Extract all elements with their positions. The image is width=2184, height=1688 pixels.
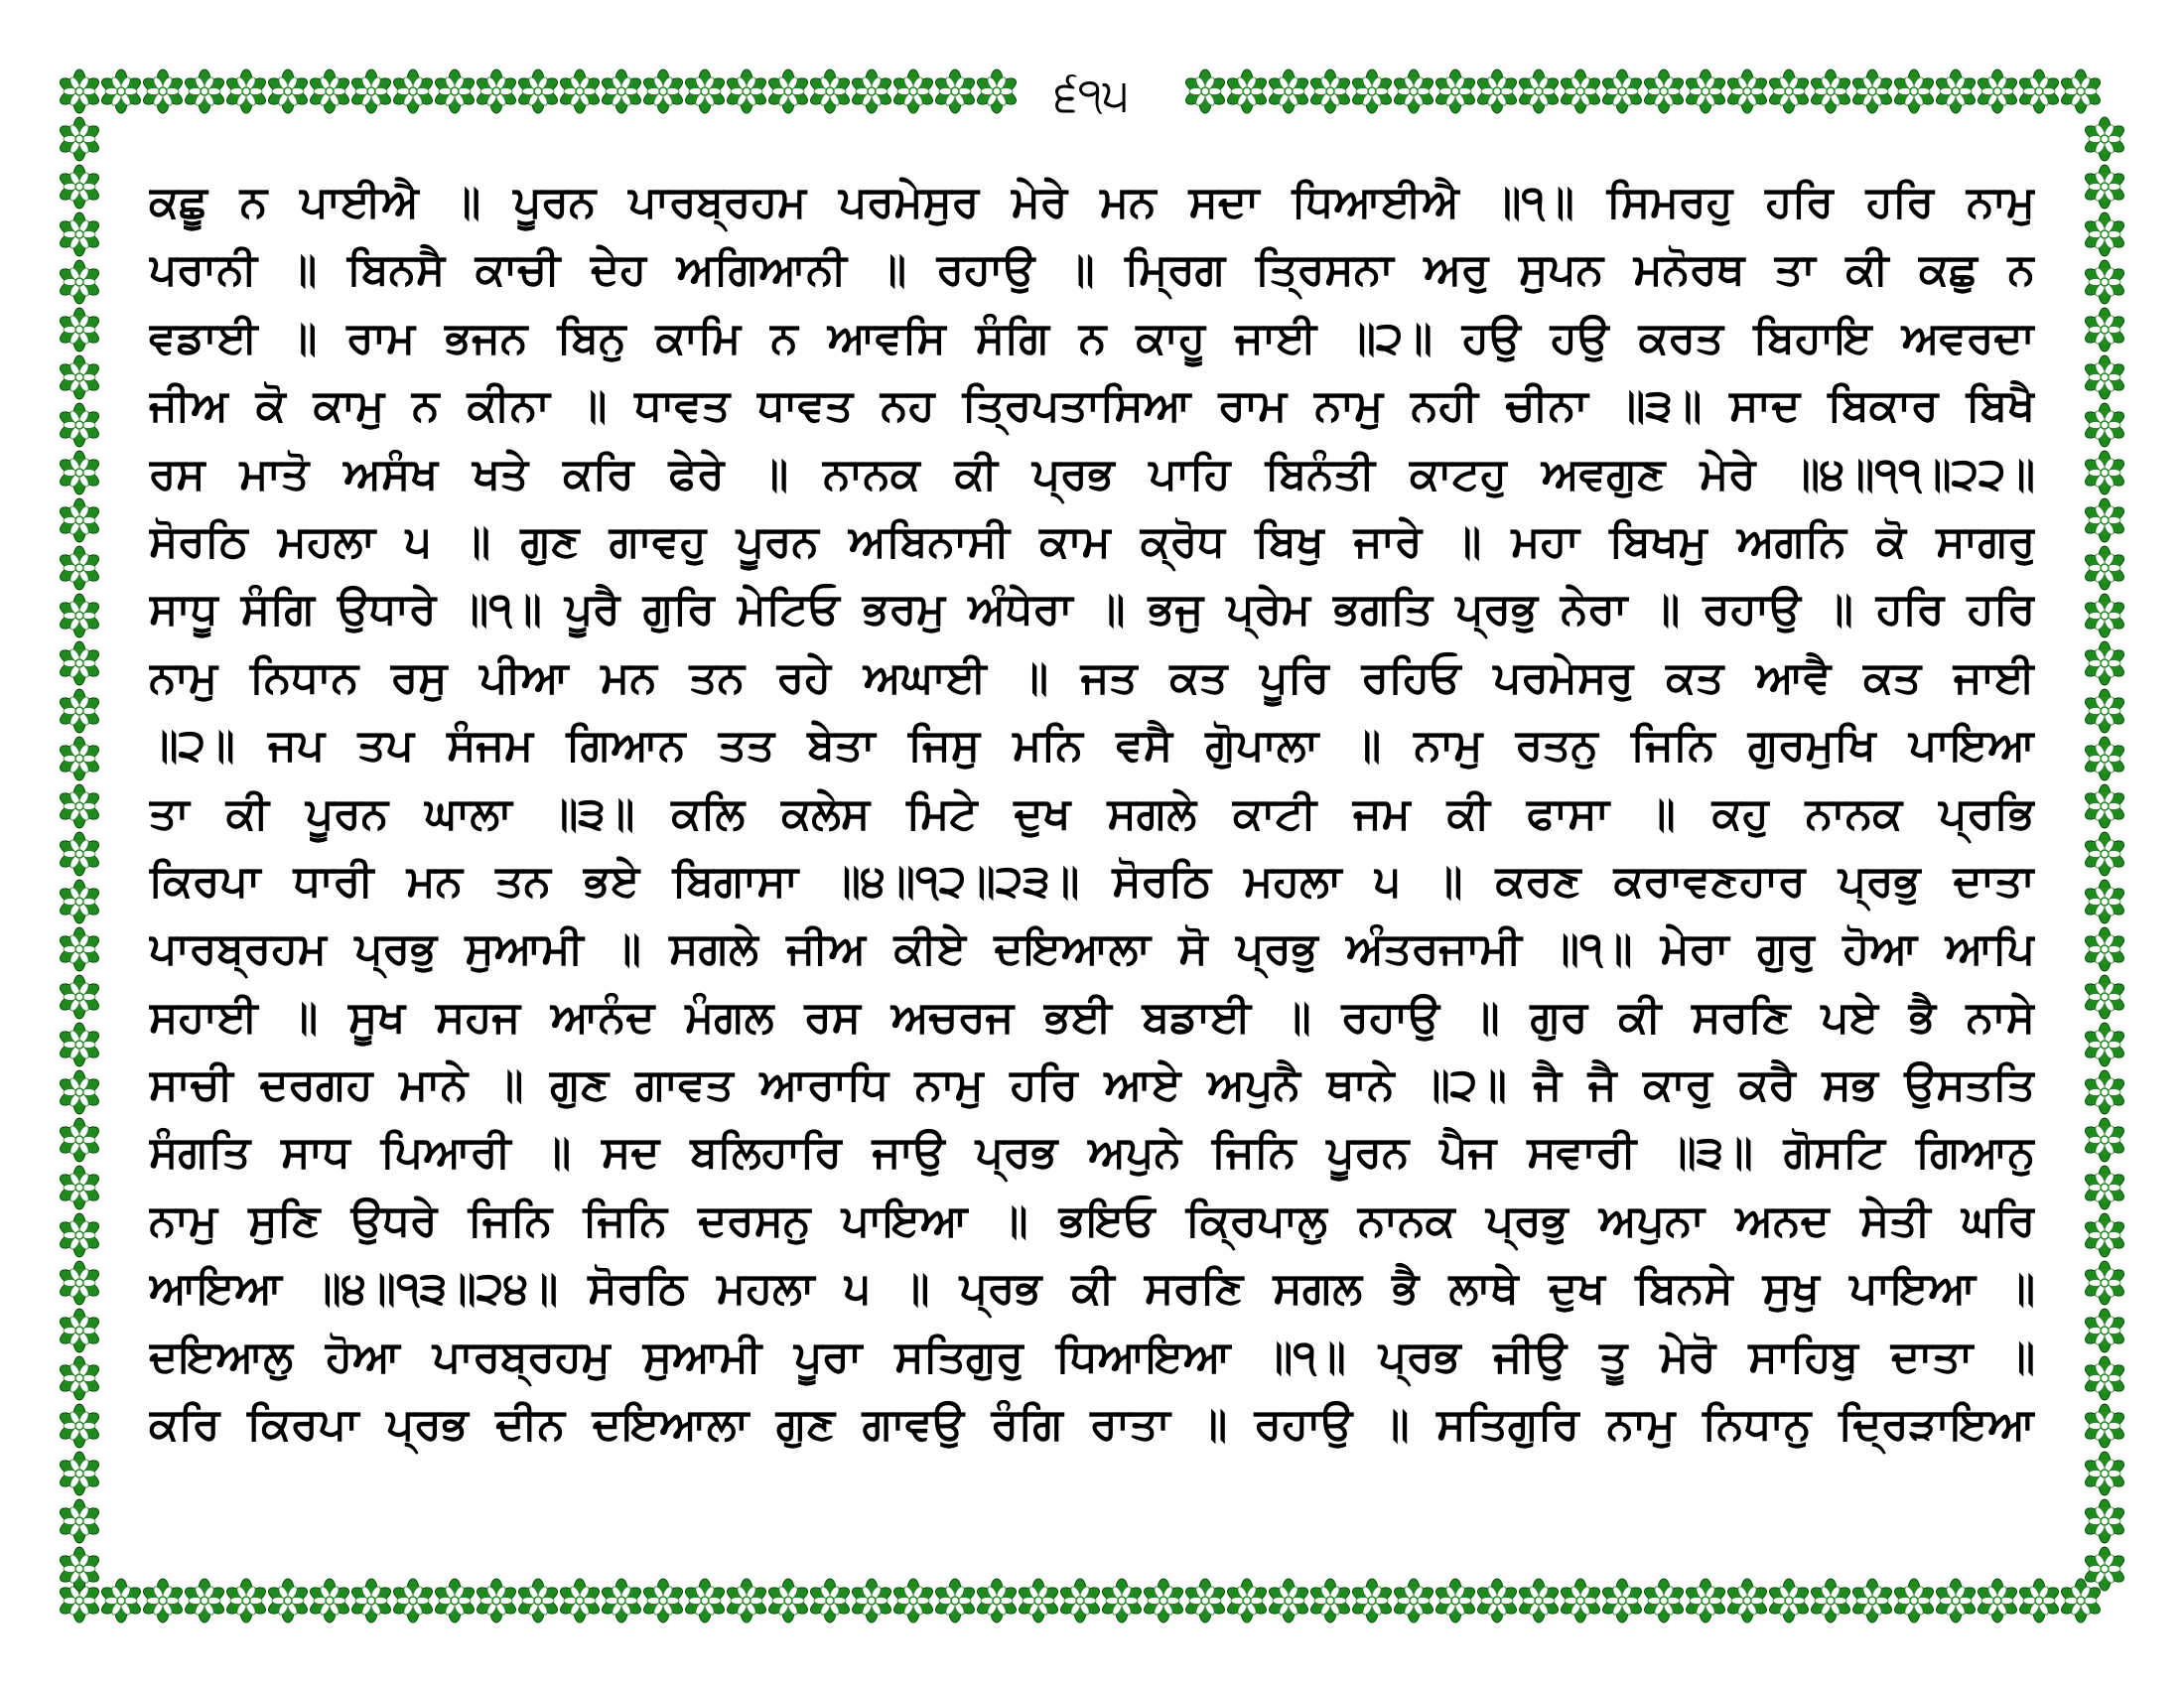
flower-ornament-icon [141, 1579, 185, 1622]
flower-ornament-icon [58, 784, 101, 828]
text-line: ਰਸ ਮਾਤੋ ਅਸੰਖ ਖਤੇ ਕਰਿ ਫੇਰੇ ॥ ਨਾਨਕ ਕੀ ਪ੍ਰਭ ਪਾਹਿ ਬਿਨੰਤੀ ਕਾਟਹੁ ਅਵਗੁਣ ਮੇਰੇ ॥੪॥੧੧॥੨੨॥ [149, 448, 2035, 499]
flower-ornament-icon [475, 1579, 518, 1622]
flower-ornament-icon [58, 212, 101, 256]
flower-ornament-icon [725, 70, 768, 113]
flower-ornament-icon [683, 70, 727, 113]
flower-ornament-icon [1850, 70, 1894, 113]
flower-ornament-icon [391, 1579, 435, 1622]
flower-ornament-icon [349, 1579, 393, 1622]
flower-ornament-icon [2083, 1499, 2126, 1543]
flower-ornament-icon [1183, 70, 1227, 113]
flower-ornament-icon [808, 70, 852, 113]
flower-ornament-icon [2083, 1547, 2126, 1591]
text-line: ਸੋਰਠਿ ਮਹਲਾ ੫ ॥ ਗੁਣ ਗਾਵਹੁ ਪੂਰਨ ਅਬਿਨਾਸੀ ਕਾਮ ਕ੍ਰੋਧ ਬਿਖੁ ਜਾਰੇ ॥ ਮਹਾ ਬਿਖਮੁ ਅਗਨਿ ਕੋ ਸਾਗਰੁ [149, 515, 2035, 567]
flower-ornament-icon [58, 451, 101, 494]
flower-ornament-icon [2083, 689, 2126, 733]
flower-ornament-icon [1684, 1579, 1727, 1622]
flower-ornament-icon [183, 1579, 226, 1622]
flower-ornament-icon [433, 1579, 477, 1622]
text-line: ਸੰਗਤਿ ਸਾਧ ਪਿਆਰੀ ॥ ਸਦ ਬਲਿਹਾਰਿ ਜਾਉ ਪ੍ਰਭ ਅਪੁਨੇ ਜਿਨਿ ਪੂਰਨ ਪੈਜ ਸਵਾਰੀ ॥੩॥ ਗੋਸਟਿ ਗਿਆਨੁ [149, 1127, 2035, 1179]
text-line: ਆਇਆ ॥੪॥੧੩॥੨੪॥ ਸੋਰਠਿ ਮਹਲਾ ੫ ॥ ਪ੍ਰਭ ਕੀ ਸਰਣਿ ਸਗਲ ਭੈ ਲਾਥੇ ਦੁਖ ਬਿਨਸੇ ਸੁਖੁ ਪਾਇਆ ॥ [149, 1263, 2035, 1315]
flower-ornament-icon [1142, 1579, 1185, 1622]
flower-ornament-icon [1559, 1579, 1602, 1622]
flower-ornament-icon [1350, 1579, 1394, 1622]
flower-ornament-icon [2083, 546, 2126, 590]
flower-ornament-icon [2083, 1166, 2126, 1209]
flower-ornament-icon [58, 975, 101, 1019]
flower-ornament-icon [1892, 70, 1936, 113]
flower-ornament-icon [2083, 927, 2126, 971]
page-number: ੬੧੫ [1032, 60, 1152, 129]
flower-ornament-icon [1392, 70, 1435, 113]
flower-ornament-icon [224, 70, 268, 113]
text-line: ॥੨॥ ਜਪ ਤਪ ਸੰਜਮ ਗਿਆਨ ਤਤ ਬੇਤਾ ਜਿਸੁ ਮਨਿ ਵਸੈ ਗੋੁਪਾਲਾ ॥ ਨਾਮੁ ਰਤਨੁ ਜਿਨਿ ਗੁਰਮੁਖਿ ਪਾਇਆ [149, 720, 2035, 772]
flower-ornament-icon [266, 70, 310, 113]
flower-ornament-icon [1308, 1579, 1352, 1622]
flower-ornament-icon [850, 70, 893, 113]
flower-ornament-icon [1559, 70, 1602, 113]
flower-ornament-icon [1767, 70, 1811, 113]
flower-ornament-icon [2083, 117, 2126, 161]
flower-ornament-icon [725, 1579, 768, 1622]
flower-ornament-icon [1642, 70, 1686, 113]
text-line: ਪਰਾਨੀ ॥ ਬਿਨਸੈ ਕਾਚੀ ਦੇਹ ਅਗਿਆਨੀ ॥ ਰਹਾਉ ॥ ਮ੍ਰਿਗ ਤ੍ਰਿਸਨਾ ਅਰੁ ਸੁਪਨ ਮਨੋਰਥ ਤਾ ਕੀ ਕਛੁ ਨ [149, 244, 2035, 296]
flower-ornament-icon [1350, 70, 1394, 113]
flower-ornament-icon [58, 117, 101, 161]
flower-ornament-icon [933, 1579, 977, 1622]
flower-ornament-icon [558, 1579, 602, 1622]
flower-ornament-icon [58, 1213, 101, 1257]
flower-ornament-icon [224, 1579, 268, 1622]
flower-ornament-icon [1017, 1579, 1060, 1622]
flower-ornament-icon [2083, 1356, 2126, 1400]
flower-ornament-icon [58, 260, 101, 304]
flower-ornament-icon [58, 1166, 101, 1209]
flower-ornament-icon [1475, 70, 1519, 113]
flower-ornament-icon [1809, 70, 1852, 113]
flower-ornament-icon [808, 1579, 852, 1622]
flower-ornament-icon [891, 70, 935, 113]
text-line: ਨਾਮੁ ਨਿਧਾਨ ਰਸੁ ਪੀਆ ਮਨ ਤਨ ਰਹੇ ਅਘਾਈ ॥ ਜਤ ਕਤ ਪੂਰਿ ਰਹਿਓ ਪਰਮੇਸਰੁ ਕਤ ਆਵੈ ਕਤ ਜਾਈ [149, 651, 2035, 703]
flower-ornament-icon [1725, 1579, 1769, 1622]
flower-ornament-icon [1600, 70, 1644, 113]
flower-ornament-icon [58, 1261, 101, 1305]
flower-ornament-icon [2083, 594, 2126, 637]
flower-ornament-icon [1976, 70, 2019, 113]
flower-ornament-icon [475, 70, 518, 113]
flower-ornament-icon [1225, 1579, 1269, 1622]
flower-ornament-icon [1267, 1579, 1310, 1622]
flower-ornament-icon [58, 880, 101, 923]
flower-ornament-icon [1517, 1579, 1561, 1622]
flower-ornament-icon [58, 927, 101, 971]
flower-ornament-icon [58, 689, 101, 733]
flower-ornament-icon [2083, 308, 2126, 352]
text-line: ਪਾਰਬ੍ਰਹਮ ਪ੍ਰਭੁ ਸੁਆਮੀ ॥ ਸਗਲੇ ਜੀਅ ਕੀਏ ਦਇਆਲਾ ਸੋ ਪ੍ਰਭੁ ਅੰਤਰਜਾਮੀ ॥੧॥ ਮੇਰਾ ਗੁਰੁ ਹੋਆ ਆਪਿ [149, 923, 2035, 975]
flower-ornament-icon [2083, 975, 2126, 1019]
flower-ornament-icon [58, 1070, 101, 1114]
flower-ornament-icon [58, 737, 101, 780]
flower-ornament-icon [1892, 1579, 1936, 1622]
flower-ornament-icon [1809, 1579, 1852, 1622]
text-line: ਸਾਚੀ ਦਰਗਹ ਮਾਨੇ ॥ ਗੁਣ ਗਾਵਤ ਆਰਾਧਿ ਨਾਮੁ ਹਰਿ ਆਏ ਅਪੁਨੈ ਥਾਨੇ ॥੨॥ ਜੈ ਜੈ ਕਾਰੁ ਕਰੈ ਸਭ ਉਸਤਤਿ [149, 1059, 2035, 1111]
flower-ornament-icon [99, 1579, 143, 1622]
flower-ornament-icon [58, 1452, 101, 1495]
flower-ornament-icon [1100, 1579, 1144, 1622]
flower-ornament-icon [641, 70, 685, 113]
flower-ornament-icon [58, 1547, 101, 1591]
flower-ornament-icon [516, 70, 560, 113]
flower-ornament-icon [2083, 1452, 2126, 1495]
text-line: ਦਇਆਲੁ ਹੋਆ ਪਾਰਬ੍ਰਹਮੁ ਸੁਆਮੀ ਪੂਰਾ ਸਤਿਗੁਰੁ ਧਿਆਇਆ ॥੧॥ ਪ੍ਰਭ ਜੀਉ ਤੂ ਮੇਰੋ ਸਾਹਿਬੁ ਦਾਤਾ ॥ [149, 1331, 2035, 1382]
flower-ornament-icon [58, 641, 101, 685]
flower-ornament-icon [1392, 1579, 1435, 1622]
flower-ornament-icon [1934, 70, 1978, 113]
flower-ornament-icon [1433, 70, 1477, 113]
flower-ornament-icon [1183, 1579, 1227, 1622]
flower-ornament-icon [600, 1579, 643, 1622]
flower-ornament-icon [2083, 784, 2126, 828]
text-line: ਤਾ ਕੀ ਪੂਰਨ ਘਾਲਾ ॥੩॥ ਕਲਿ ਕਲੇਸ ਮਿਟੇ ਦੁਖ ਸਗਲੇ ਕਾਟੀ ਜਮ ਕੀ ਫਾਸਾ ॥ ਕਹੁ ਨਾਨਕ ਪ੍ਰਭਿ [149, 787, 2035, 839]
flower-ornament-icon [2017, 1579, 2061, 1622]
flower-ornament-icon [2083, 1213, 2126, 1257]
text-line: ਕਛੂ ਨ ਪਾਈਐ ॥ ਪੂਰਨ ਪਾਰਬ੍ਰਹਮ ਪਰਮੇਸੁਰ ਮੇਰੇ ਮਨ ਸਦਾ ਧਿਆਈਐ ॥੧॥ ਸਿਮਰਹੁ ਹਰਿ ਹਰਿ ਨਾਮੁ [149, 177, 2035, 227]
flower-ornament-icon [308, 70, 351, 113]
flower-ornament-icon [2083, 641, 2126, 685]
flower-ornament-icon [1934, 1579, 1978, 1622]
flower-ornament-icon [683, 1579, 727, 1622]
flower-ornament-icon [933, 70, 977, 113]
flower-ornament-icon [58, 546, 101, 590]
text-line: ਨਾਮੁ ਸੁਣਿ ਉਧਰੇ ਜਿਨਿ ਜਿਨਿ ਦਰਸਨੁ ਪਾਇਆ ॥ ਭਇਓ ਕ੍ਰਿਪਾਲੁ ਨਾਨਕ ਪ੍ਰਭੁ ਅਪੁਨਾ ਅਨਦ ਸੇਤੀ ਘਰਿ [149, 1195, 2035, 1246]
flower-ornament-icon [2083, 355, 2126, 399]
flower-ornament-icon [975, 70, 1019, 113]
flower-ornament-icon [2017, 70, 2061, 113]
text-line: ਜੀਅ ਕੋ ਕਾਮੁ ਨ ਕੀਨਾ ॥ ਧਾਵਤ ਧਾਵਤ ਨਹ ਤ੍ਰਿਪਤਾਸਿਆ ਰਾਮ ਨਾਮੁ ਨਹੀ ਚੀਨਾ ॥੩॥ ਸਾਦ ਬਿਕਾਰ ਬਿਖੈ [149, 380, 2035, 432]
flower-ornament-icon [975, 1579, 1019, 1622]
flower-ornament-icon [58, 1118, 101, 1162]
flower-ornament-icon [2083, 498, 2126, 542]
flower-ornament-icon [2083, 1023, 2126, 1066]
flower-ornament-icon [58, 308, 101, 352]
flower-ornament-icon [600, 70, 643, 113]
flower-ornament-icon [58, 594, 101, 637]
flower-ornament-icon [891, 1579, 935, 1622]
flower-ornament-icon [58, 70, 101, 113]
flower-ornament-icon [58, 832, 101, 876]
flower-ornament-icon [2083, 1118, 2126, 1162]
text-line: ਸਾਧੂ ਸੰਗਿ ਉਧਾਰੇ ॥੧॥ ਪੂਰੈ ਗੁਰਿ ਮੇਟਿਓ ਭਰਮੁ ਅੰਧੇਰਾ ॥ ਭਜੁ ਪ੍ਰੇਮ ਭਗਤਿ ਪ੍ਰਭੁ ਨੇਰਾ ॥ ਰਹਾਉ ॥ ਹਰਿ ਹਰਿ [149, 584, 2035, 635]
flower-ornament-icon [1433, 1579, 1477, 1622]
flower-ornament-icon [2083, 737, 2126, 780]
flower-ornament-icon [2083, 832, 2126, 876]
flower-ornament-icon [1058, 1579, 1102, 1622]
flower-ornament-icon [99, 70, 143, 113]
text-line: ਕਿਰਪਾ ਧਾਰੀ ਮਨ ਤਨ ਭਏ ਬਿਗਾਸਾ ॥੪॥੧੨॥੨੩॥ ਸੋਰਠਿ ਮਹਲਾ ੫ ॥ ਕਰਣ ਕਰਾਵਣਹਾਰ ਪ੍ਰਭੁ ਦਾਤਾ [149, 855, 2035, 907]
flower-ornament-icon [2083, 260, 2126, 304]
flower-ornament-icon [641, 1579, 685, 1622]
flower-ornament-icon [1642, 1579, 1686, 1622]
flower-ornament-icon [141, 70, 185, 113]
flower-ornament-icon [1225, 70, 1269, 113]
flower-ornament-icon [516, 1579, 560, 1622]
flower-ornament-icon [58, 498, 101, 542]
text-line: ਸਹਾਈ ॥ ਸੂਖ ਸਹਜ ਆਨੰਦ ਮੰਗਲ ਰਸ ਅਚਰਜ ਭਈ ਬਡਾਈ ॥ ਰਹਾਉ ॥ ਗੁਰ ਕੀ ਸਰਣਿ ਪਏ ਭੈ ਨਾਸੇ [149, 991, 2035, 1043]
flower-ornament-icon [1725, 70, 1769, 113]
flower-ornament-icon [58, 1356, 101, 1400]
flower-ornament-icon [1684, 70, 1727, 113]
flower-ornament-icon [183, 70, 226, 113]
flower-ornament-icon [58, 1023, 101, 1066]
flower-ornament-icon [2083, 165, 2126, 209]
flower-ornament-icon [2083, 451, 2126, 494]
flower-ornament-icon [1767, 1579, 1811, 1622]
flower-ornament-icon [349, 70, 393, 113]
flower-ornament-icon [2083, 1309, 2126, 1352]
flower-ornament-icon [58, 355, 101, 399]
flower-ornament-icon [558, 70, 602, 113]
flower-ornament-icon [850, 1579, 893, 1622]
text-line: ਕਰਿ ਕਿਰਪਾ ਪ੍ਰਭ ਦੀਨ ਦਇਆਲਾ ਗੁਣ ਗਾਵਉ ਰੰਗਿ ਰਾਤਾ ॥ ਰਹਾਉ ॥ ਸਤਿਗੁਰਿ ਨਾਮੁ ਨਿਧਾਨੁ ਦ੍ਰਿੜਾਇਆ [149, 1399, 2035, 1451]
flower-ornament-icon [58, 1404, 101, 1448]
flower-ornament-icon [2083, 1261, 2126, 1305]
flower-ornament-icon [2083, 403, 2126, 447]
flower-ornament-icon [391, 70, 435, 113]
flower-ornament-icon [2083, 212, 2126, 256]
flower-ornament-icon [766, 1579, 810, 1622]
flower-ornament-icon [2059, 1579, 2103, 1622]
flower-ornament-icon [1475, 1579, 1519, 1622]
flower-ornament-icon [266, 1579, 310, 1622]
flower-ornament-icon [2083, 1404, 2126, 1448]
flower-ornament-icon [1600, 1579, 1644, 1622]
flower-ornament-icon [58, 165, 101, 209]
flower-ornament-icon [1517, 70, 1561, 113]
flower-ornament-icon [2083, 1070, 2126, 1114]
flower-ornament-icon [1308, 70, 1352, 113]
flower-ornament-icon [433, 70, 477, 113]
text-line: ਵਡਾਈ ॥ ਰਾਮ ਭਜਨ ਬਿਨੁ ਕਾਮਿ ਨ ਆਵਸਿ ਸੰਗਿ ਨ ਕਾਹੂ ਜਾਈ ॥੨॥ ਹਉ ਹਉ ਕਰਤ ਬਿਹਾਇ ਅਵਰਦਾ [149, 312, 2035, 363]
flower-ornament-icon [1267, 70, 1310, 113]
flower-ornament-icon [58, 1499, 101, 1543]
flower-ornament-icon [1976, 1579, 2019, 1622]
flower-ornament-icon [2059, 70, 2103, 113]
flower-ornament-icon [58, 1309, 101, 1352]
gurbani-text [149, 169, 2035, 1459]
flower-ornament-icon [58, 403, 101, 447]
flower-ornament-icon [766, 70, 810, 113]
flower-ornament-icon [1850, 1579, 1894, 1622]
flower-ornament-icon [2083, 880, 2126, 923]
flower-ornament-icon [308, 1579, 351, 1622]
